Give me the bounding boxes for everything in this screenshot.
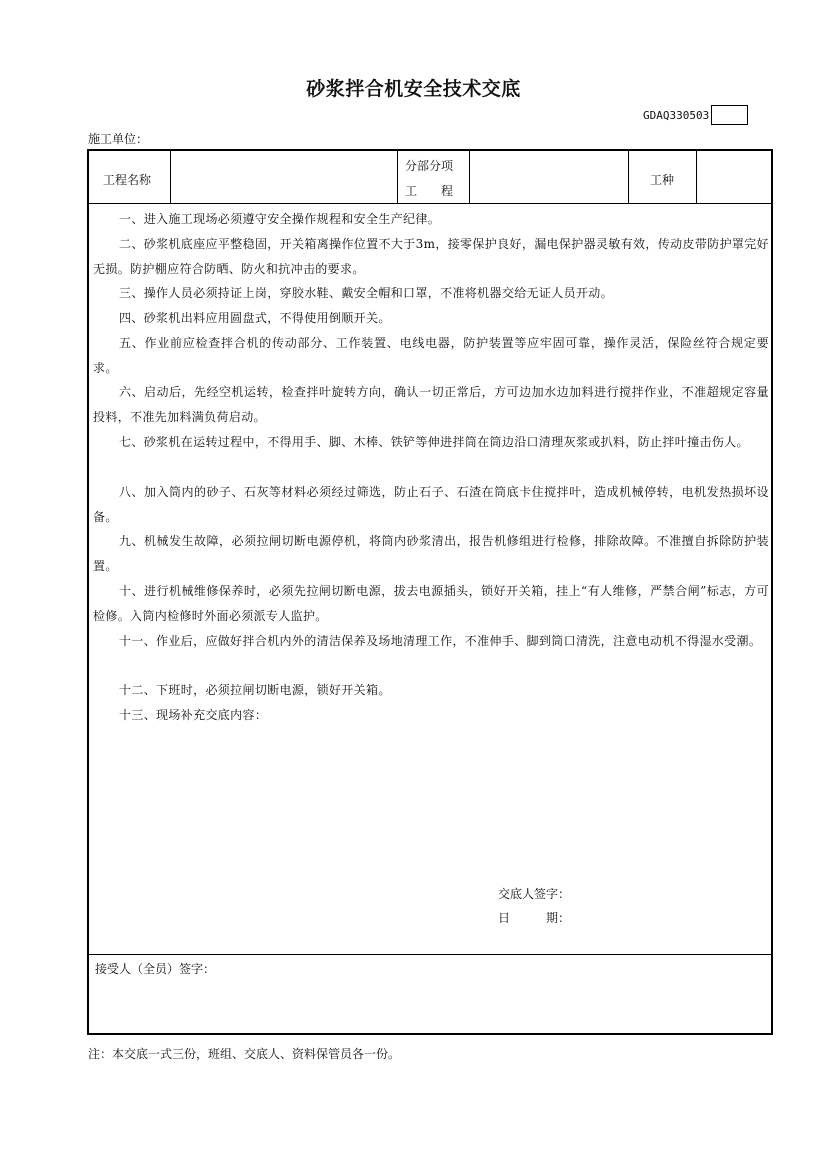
sub-project-field[interactable] bbox=[470, 151, 628, 203]
construction-unit-label: 施工单位： bbox=[88, 132, 149, 146]
document-code-box[interactable] bbox=[711, 105, 748, 125]
disclosure-item: 六、启动后，先经空机运转，检查拌叶旋转方向，确认一切正常后，方可边加水边加料进行搅拌作业，不准超规定容量投料，不准先加料满负荷启动。 bbox=[93, 385, 769, 424]
document-code-area bbox=[643, 105, 748, 125]
sub-project-label: 分部分项 bbox=[405, 159, 454, 173]
disclosure-item: 四、砂浆机出料应用圆盘式，不得使用倒顺开关。 bbox=[119, 311, 391, 325]
disclosure-item: 三、操作人员必须持证上岗，穿胶水鞋、戴安全帽和口罩，不准将机器交给无证人员开动。 bbox=[119, 286, 614, 300]
receiver-signature-label: 接受人（全员）签字： bbox=[95, 962, 216, 976]
disclosure-form bbox=[87, 149, 773, 1035]
divider bbox=[397, 151, 398, 203]
document-title: 砂浆拌合机安全技术交底 bbox=[306, 78, 521, 100]
footer-note: 注：本交底一式三份，班组、交底人、资料保管员各一份。 bbox=[88, 1047, 401, 1061]
disclosure-item: 九、机械发生故障，必须拉闸切断电源停机，将筒内砂浆清出，报告机修组进行检修，排除故障。不准擅自拆除防护装置。 bbox=[93, 534, 769, 573]
date-label: 日 期： bbox=[498, 911, 571, 925]
disclosure-item: 十一、作业后，应做好拌合机内外的清洁保养及场地清理工作，不准伸手、脚到筒口清洗，注意电动机不得湿水受潮。 bbox=[119, 634, 762, 648]
disclosure-item: 二、砂浆机底座应平整稳固，开关箱离操作位置不大于3m，接零保护良好，漏电保护器灵敏有效，传动皮带防护罩完好无损。防护棚应符合防晒、防火和抗冲击的要求。 bbox=[93, 237, 769, 276]
disclosure-content bbox=[89, 203, 771, 955]
project-name-label: 工程名称 bbox=[103, 173, 152, 187]
disclosure-item: 一、进入施工现场必须遵守安全操作规程和安全生产纪律。 bbox=[119, 212, 441, 226]
divider bbox=[628, 151, 629, 203]
sub-project-label-line2: 工 程 bbox=[405, 184, 454, 198]
disclosure-item: 十、进行机械维修保养时，必须先拉闸切断电源，拔去电源插头，锁好开关箱，挂上“有人维修，严禁合闸”标志，方可检修。入筒内检修时外面必须派专人监护。 bbox=[93, 584, 769, 623]
project-name-field[interactable] bbox=[171, 151, 397, 203]
document-code: GDAQ330503 bbox=[643, 108, 710, 122]
disclosure-item: 十三、现场补充交底内容： bbox=[119, 708, 268, 722]
header-row bbox=[89, 151, 771, 204]
work-type-field[interactable] bbox=[697, 151, 771, 203]
disclosure-item: 七、砂浆机在运转过程中，不得用手、脚、木棒、铁铲等伸进拌筒在筒边沿口清理灰浆或扒料，防止拌叶撞击伤人。 bbox=[119, 435, 749, 449]
work-type-label: 工种 bbox=[650, 173, 675, 187]
discloser-signature-label: 交底人签字： bbox=[498, 887, 571, 901]
disclosure-item: 八、加入筒内的砂子、石灰等材料必须经过筛选，防止石子、石渣在筒底卡住搅拌叶，造成机械停转，电机发热损坏设备。 bbox=[93, 485, 769, 524]
disclosure-item: 五、作业前应检查拌合机的传动部分、工作装置、电线电器，防护装置等应牢固可靠，操作灵活，保险丝符合规定要求。 bbox=[93, 336, 769, 375]
disclosure-item: 十二、下班时，必须拉闸切断电源，锁好开关箱。 bbox=[119, 683, 391, 697]
